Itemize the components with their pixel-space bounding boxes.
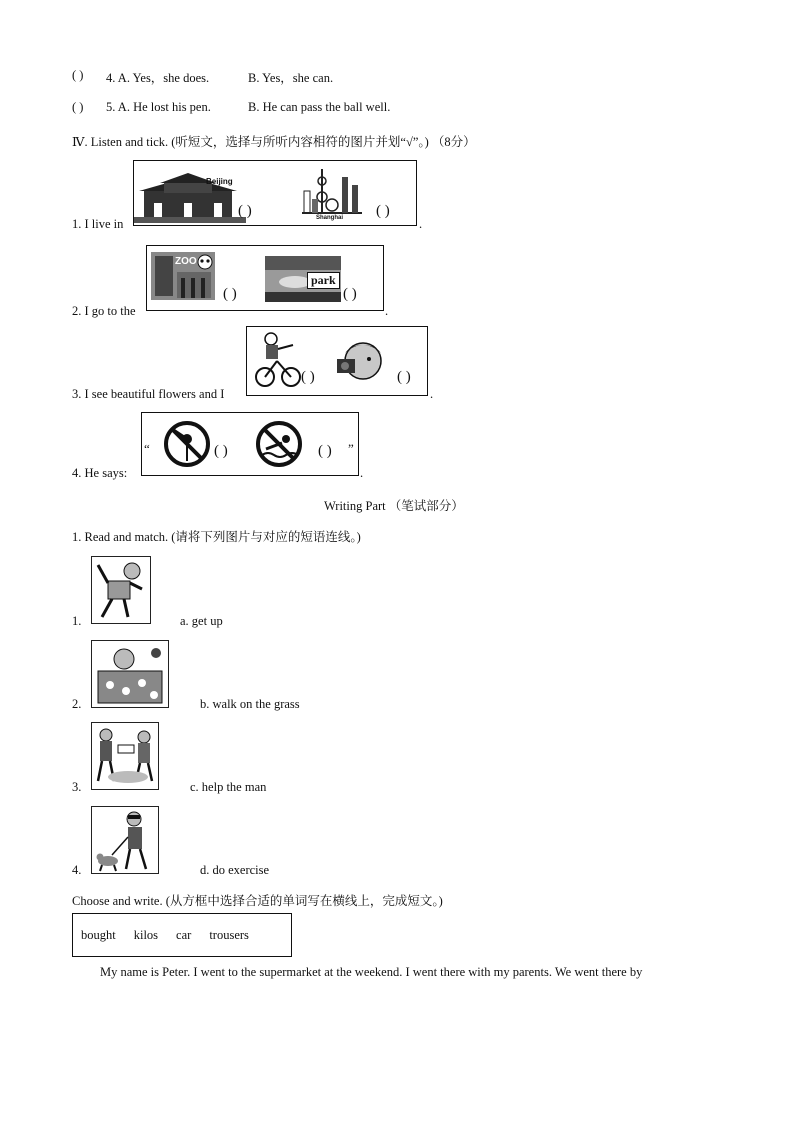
tick-paren[interactable]: ( ) [214,443,228,459]
word-bought: bought [81,928,116,942]
tick-paren[interactable]: ( ) [343,286,357,302]
match-phrase-3: c. help the man [190,780,267,794]
shanghai-skyline-icon [292,165,372,221]
tick-item2-text: 2. I go to the [72,304,136,318]
tick-item2-end: . [385,304,389,318]
tick-paren[interactable]: ( ) [223,286,237,302]
children-on-grass-icon [92,723,158,789]
beijing-label: Beijing [206,177,233,186]
close-quote: ” [348,441,354,456]
tick-paren[interactable]: ( ) [301,369,315,385]
word-car: car [176,928,192,942]
match-picture-get-up [91,640,169,708]
q4-paren: ( ) [72,68,84,82]
q4-option-b: B. Yes，she can. [248,71,334,85]
tick-item4-box [141,412,359,476]
choose-heading: Choose and write. (从方框中选择合适的单词写在横线上，完成短文。) [72,894,443,908]
beijing-gate-icon [134,161,416,225]
q4-option-a: 4. A. Yes，she does. [106,71,210,85]
girl-exercising-icon [92,557,150,623]
match-num-1: 1. [72,614,82,628]
tick-item3-end: . [430,387,434,401]
boy-waking-up-icon [92,641,168,707]
zoo-label: ZOO [175,256,197,267]
no-picking-flowers-sign-icon [162,419,212,469]
match-phrase-2: b. walk on the grass [200,697,300,711]
match-phrase-1: a. get up [180,614,223,628]
tick-paren[interactable]: ( ) [238,203,252,219]
match-num-2: 2. [72,697,82,711]
tick-item1-text: 1. I live in [72,217,124,231]
tick-item2-box [146,245,384,311]
boy-riding-bike-icon [253,331,303,389]
shanghai-label: Shanghai [316,215,344,221]
word-trousers: trousers [209,928,249,942]
tick-item3-text: 3. I see beautiful flowers and I [72,387,225,401]
match-phrase-4: d. do exercise [200,863,270,877]
word-kilos: kilos [133,928,159,942]
boy-taking-photo-icon [335,337,391,387]
q5-paren: ( ) [72,100,84,114]
open-quote: “ [144,441,150,456]
tick-item3-box [246,326,428,396]
match-num-3: 3. [72,780,82,794]
choose-passage: My name is Peter. I went to the supermarket at the weekend. I went there with my parents. We went there by [100,965,643,979]
tick-item1-box [133,160,417,226]
q5-option-b: B. He can pass the ball well. [248,100,391,114]
tick-item4-end: . [360,466,364,480]
match-picture-help [91,806,159,874]
tick-paren[interactable]: ( ) [318,443,332,459]
tick-item4-text: 4. He says: [72,466,128,480]
tick-paren[interactable]: ( ) [397,369,411,385]
tick-paren[interactable]: ( ) [376,203,390,219]
word-box [72,913,292,957]
section4-heading: Ⅳ. Listen and tick. (听短文，选择与所听内容相符的图片并划“√”。) （8分） [72,135,476,149]
q5-option-a: 5. A. He lost his pen. [106,100,211,114]
word-list [81,928,267,943]
match-picture-exercise [91,556,151,624]
match-heading: 1. Read and match. (请将下列图片与对应的短语连线。) [72,530,361,544]
park-sign: park [307,272,340,289]
no-swimming-sign-icon [254,419,304,469]
match-picture-grass [91,722,159,790]
writing-part-title: Writing Part （笔试部分） [324,499,464,513]
match-num-4: 4. [72,863,82,877]
tick-item1-end: . [419,217,423,231]
blind-man-with-dog-icon [92,807,158,873]
